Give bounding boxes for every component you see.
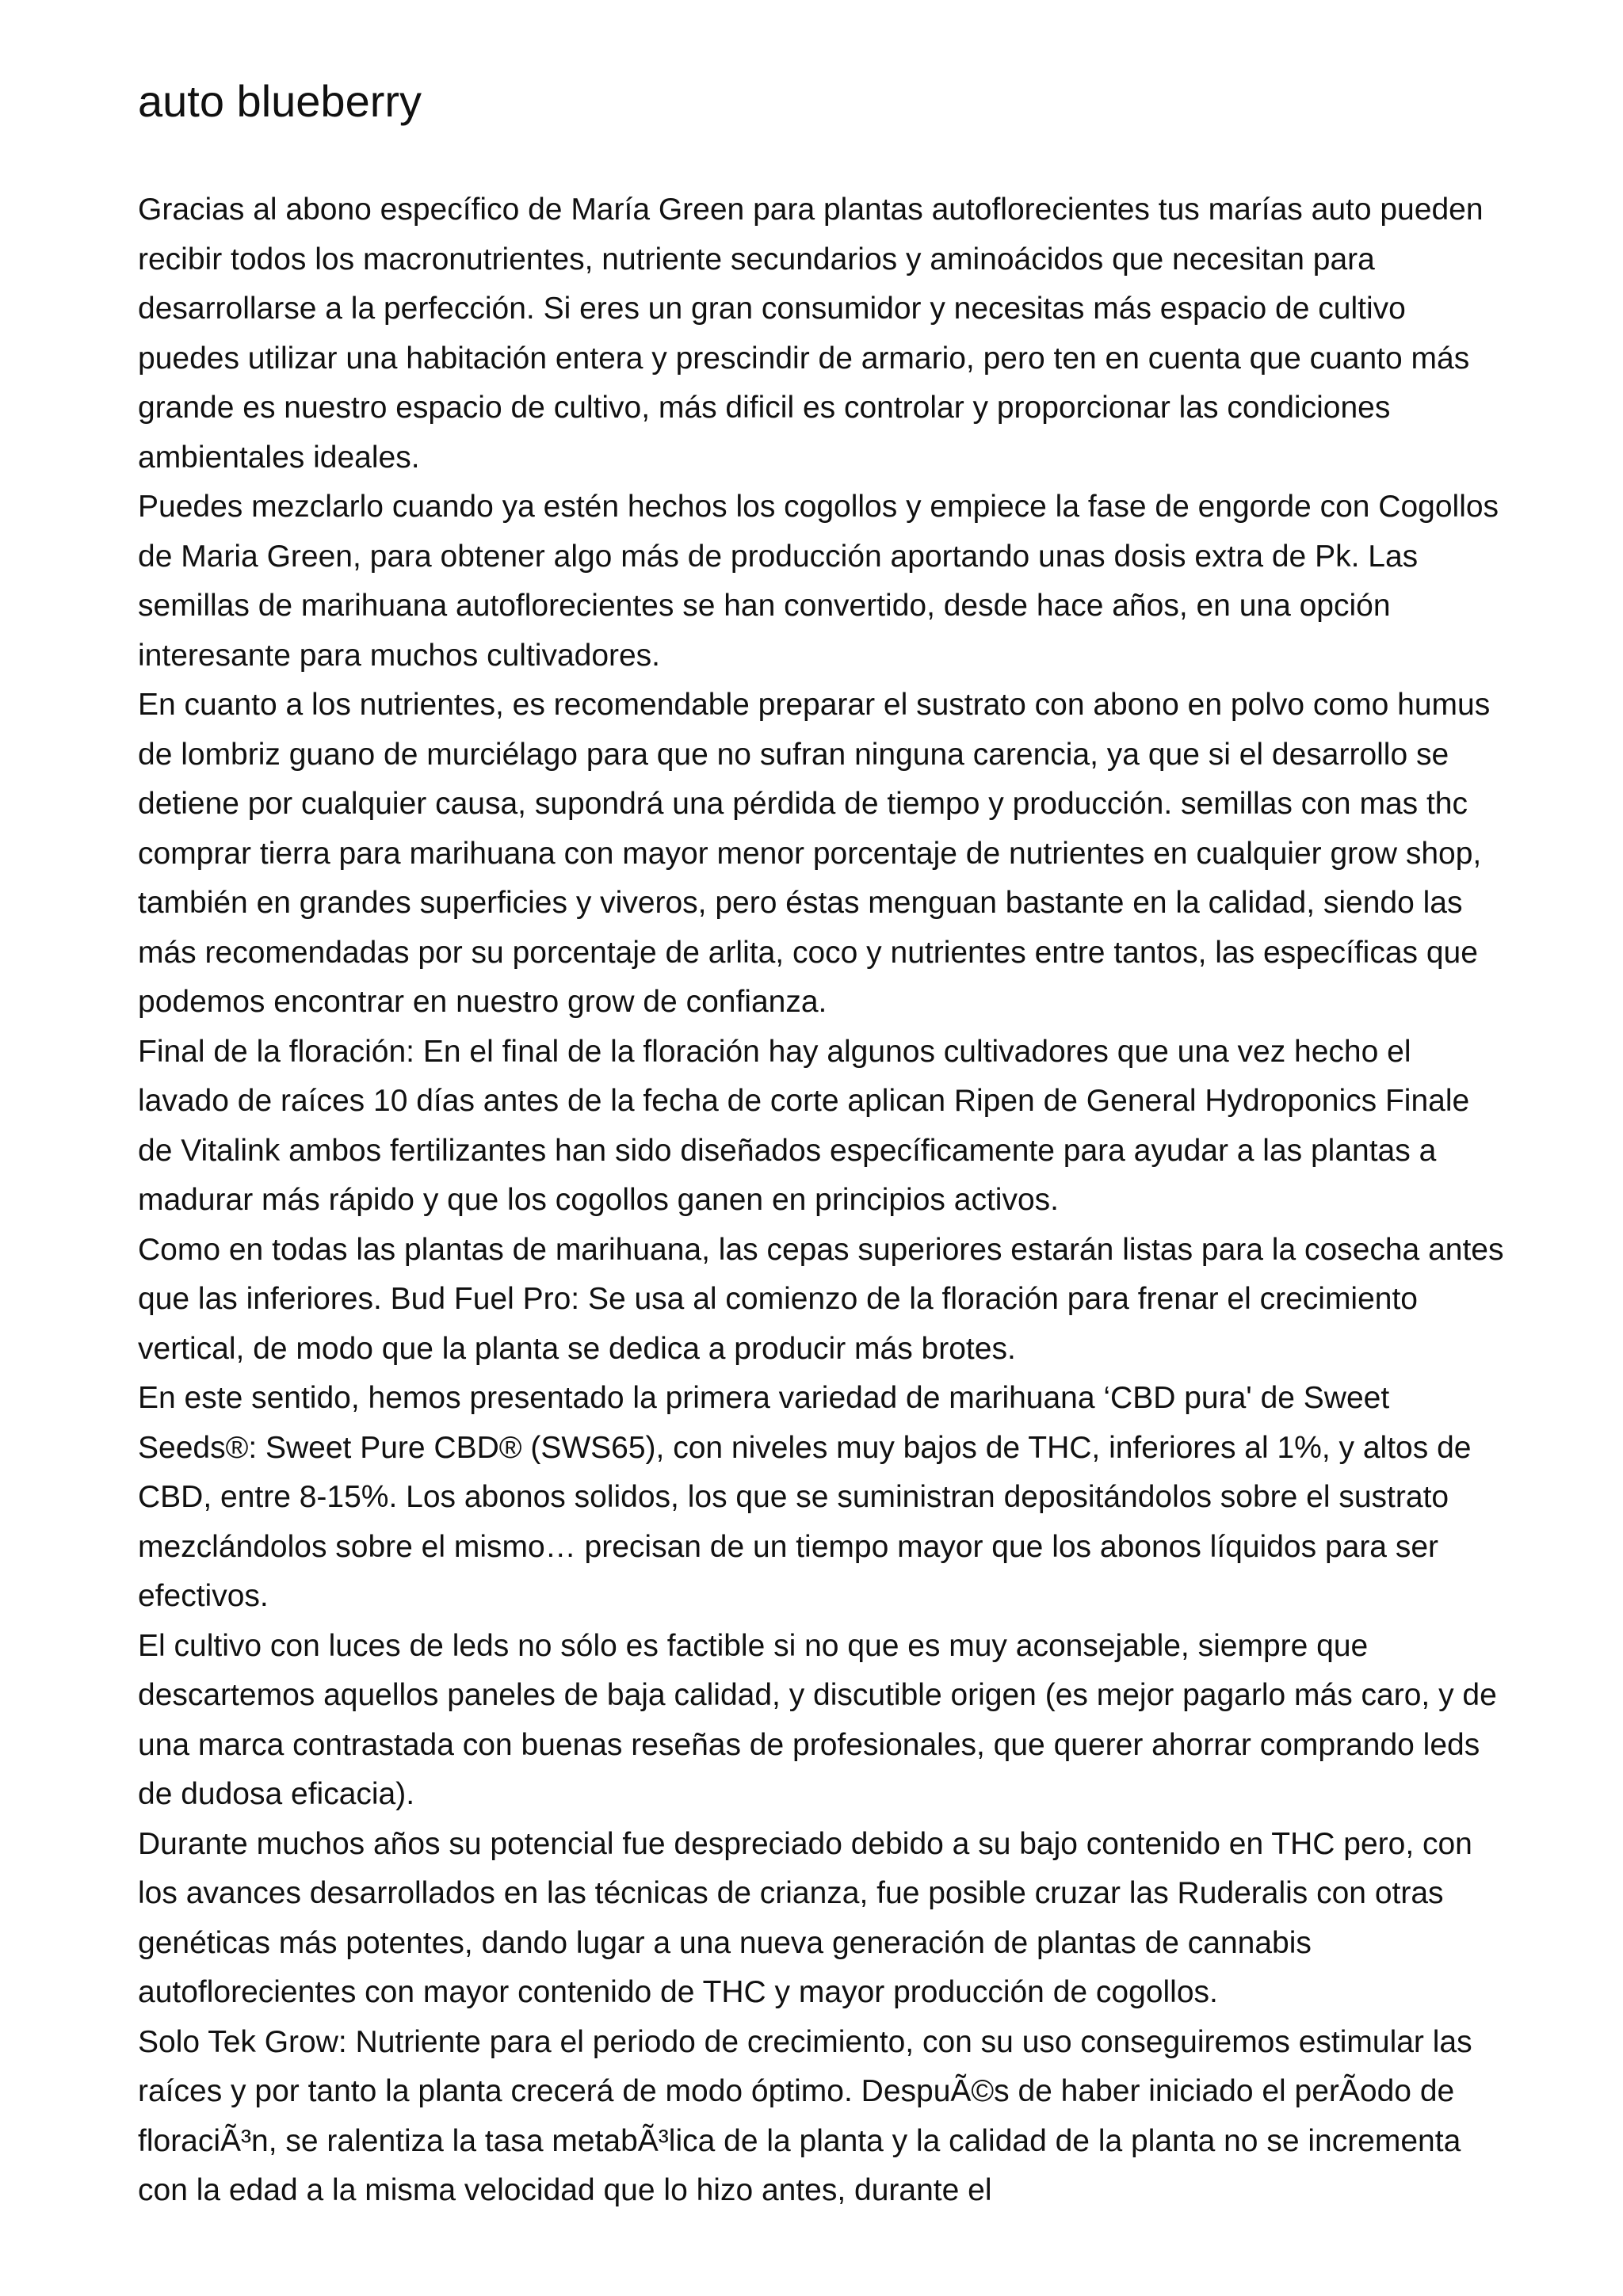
paragraph-9: Solo Tek Grow: Nutriente para el periodo de crecimiento, con su uso conseguiremos estimular las raíces y por tanto la planta crecerá de modo óptimo. DespuÃ©s de haber iniciado el perÃodo de floraciÃ³n, se ralentiza la tasa metabÃ³lica de la planta y la calidad de la planta no se incrementa con la edad a la misma velocidad que lo hizo antes, durante el: [138, 2024, 1472, 2207]
paragraph-1: Gracias al abono específico de María Green para plantas autoflorecientes tus marías auto pueden recibir todos los macronutrientes, nutriente secundarios y aminoácidos que necesitan para desarrollarse a la perfección. Si eres un gran consumidor y necesitas más espacio de cultivo puedes utilizar una habitación entera y prescindir de armario, pero ten en cuenta que cuanto más grande es nuestro espacio de cultivo, más dificil es controlar y proporcionar las condiciones ambientales ideales.: [138, 193, 1484, 475]
paragraph-3: En cuanto a los nutrientes, es recomendable preparar el sustrato con abono en polvo como humus de lombriz guano de murciélago para que no sufran ninguna carencia, ya que si el desarrollo se detiene por cualquier causa, supondrá una pérdida de tiempo y producción. semillas con mas thc comprar tierra para marihuana con mayor menor porcentaje de nutrientes en cualquier grow shop, también en grandes superficies y viveros, pero éstas menguan bastante en la calidad, siendo las más recomendadas por su porcentaje de arlita, coco y nutrientes entre tantos, las específicas que podemos encontrar en nuestro grow de confianza.: [138, 688, 1491, 1019]
document-page: [138, 70, 1509, 2216]
paragraph-8: Durante muchos años su potencial fue despreciado debido a su bajo contenido en THC pero, con los avances desarrollados en las técnicas de crianza, fue posible cruzar las Ruderalis con otras genéticas más potentes, dando lugar a una nueva generación de plantas de cannabis autoflorecientes con mayor contenido de THC y mayor producción de cogollos.: [138, 1826, 1472, 2009]
paragraph-7: El cultivo con luces de leds no sólo es factible si no que es muy aconsejable, siempre que descartemos aquellos paneles de baja calidad, y discutible origen (es mejor pagarlo más caro, y de una marca contrastada con buenas reseñas de profesionales, que querer ahorrar comprando leds de dudosa eficacia).: [138, 1628, 1497, 1811]
paragraph-4: Final de la floración: En el final de la floración hay algunos cultivadores que una vez hecho el lavado de raíces 10 días antes de la fecha de corte aplican Ripen de General Hydroponics Finale de Vitalink ambos fertilizantes han sido diseñados específicamente para ayudar a las plantas a madurar más rápido y que los cogollos ganen en principios activos.: [138, 1034, 1470, 1217]
paragraph-2: Puedes mezclarlo cuando ya estén hechos los cogollos y empiece la fase de engorde con Cogollos de Maria Green, para obtener algo más de producción aportando unas dosis extra de Pk. Las semillas de marihuana autoflorecientes se han convertido, desde hace años, en una opción interesante para muchos cultivadores.: [138, 490, 1499, 673]
document-body: [138, 185, 1509, 2216]
document-title: auto blueberry: [138, 76, 422, 126]
paragraph-6: En este sentido, hemos presentado la primera variedad de marihuana ‘CBD pura' de Sweet Seeds®: Sweet Pure CBD® (SWS65), con niveles muy bajos de THC, inferiores al 1%, y altos de CBD, entre 8-15%. Los abonos solidos, los que se suministran depositándolos sobre el sustrato mezclándolos sobre el mismo… precisan de un tiempo mayor que los abonos líquidos para ser efectivos.: [138, 1381, 1472, 1613]
paragraph-5: Como en todas las plantas de marihuana, las cepas superiores estarán listas para la cosecha antes que las inferiores. Bud Fuel Pro: Se usa al comienzo de la floración para frenar el crecimiento vertical, de modo que la planta se dedica a producir más brotes.: [138, 1232, 1504, 1366]
